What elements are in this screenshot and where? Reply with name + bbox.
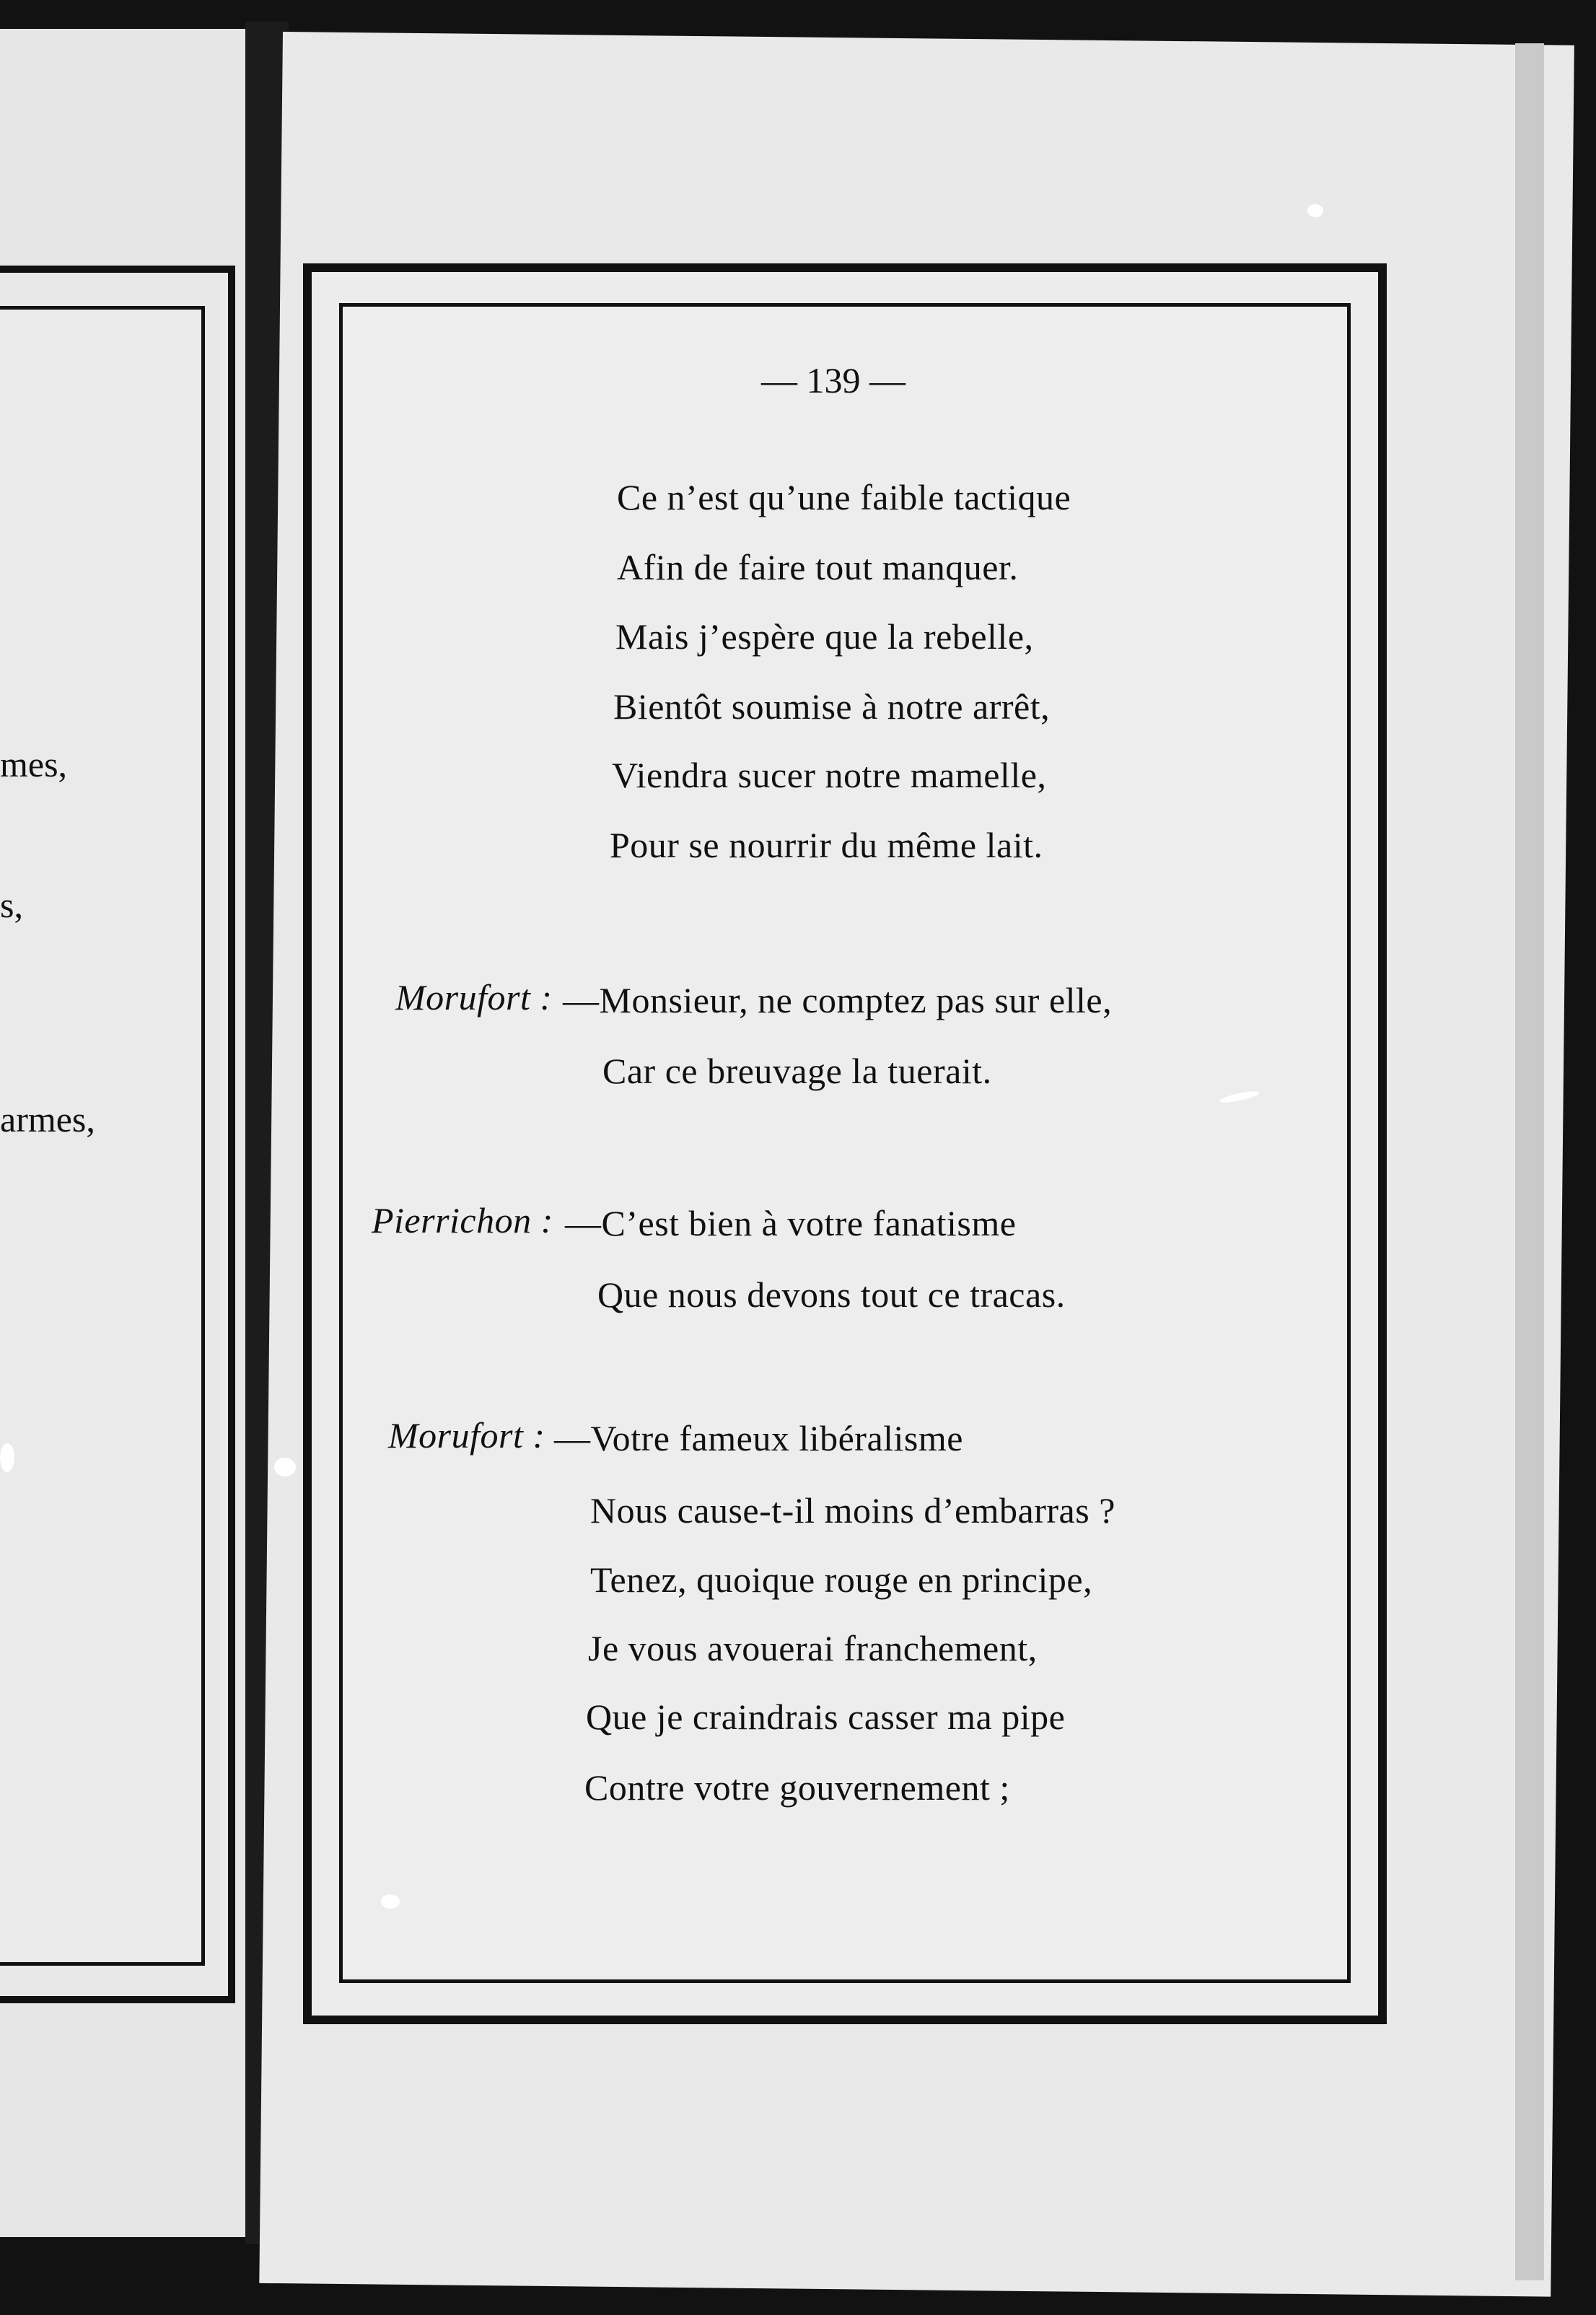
verse-line: —Votre fameux libéralisme: [554, 1418, 963, 1458]
verse-line: Car ce breuvage la tuerait.: [602, 1051, 992, 1091]
page-number: — 139 —: [761, 360, 906, 401]
verse-line: —Monsieur, ne comptez pas sur elle,: [563, 980, 1113, 1020]
verse-line: Contre votre gouvernement ;: [584, 1767, 1010, 1808]
verse-line: Je vous avouerai franchement,: [588, 1628, 1038, 1668]
scan-speck: [1307, 204, 1323, 217]
verse-line: Afin de faire tout manquer.: [617, 547, 1019, 587]
page-edge-shadow: [1515, 43, 1544, 2280]
verse-line: Ce n’est qu’une faible tactique: [617, 477, 1071, 517]
verse-line: Tenez, quoique rouge en principe,: [590, 1559, 1093, 1600]
speaker-name: Pierrichon :: [372, 1200, 553, 1240]
verse-line: Pour se nourrir du même lait.: [610, 825, 1043, 865]
left-page-fragment: armes,: [0, 1099, 95, 1139]
speaker-name: Morufort :: [388, 1415, 545, 1456]
scan-speck: [274, 1458, 296, 1476]
verse-line: Bientôt soumise à notre arrêt,: [613, 686, 1051, 727]
scan-speck: [381, 1894, 400, 1909]
left-page-fragment: mes,: [0, 744, 68, 784]
verse-line: —C’est bien à votre fanatisme: [565, 1203, 1017, 1243]
verse-line: Mais j’espère que la rebelle,: [615, 616, 1034, 657]
speaker-name: Morufort :: [395, 977, 553, 1018]
verse-line: Nous cause-t-il moins d’embarras ?: [590, 1490, 1115, 1531]
verse-line: Que je craindrais casser ma pipe: [586, 1697, 1066, 1737]
scan-speck: [0, 1443, 14, 1472]
verse-line: Que nous devons tout ce tracas.: [597, 1274, 1066, 1315]
verse-line: Viendra sucer notre mamelle,: [612, 755, 1047, 795]
left-page-fragment: s,: [0, 885, 23, 925]
